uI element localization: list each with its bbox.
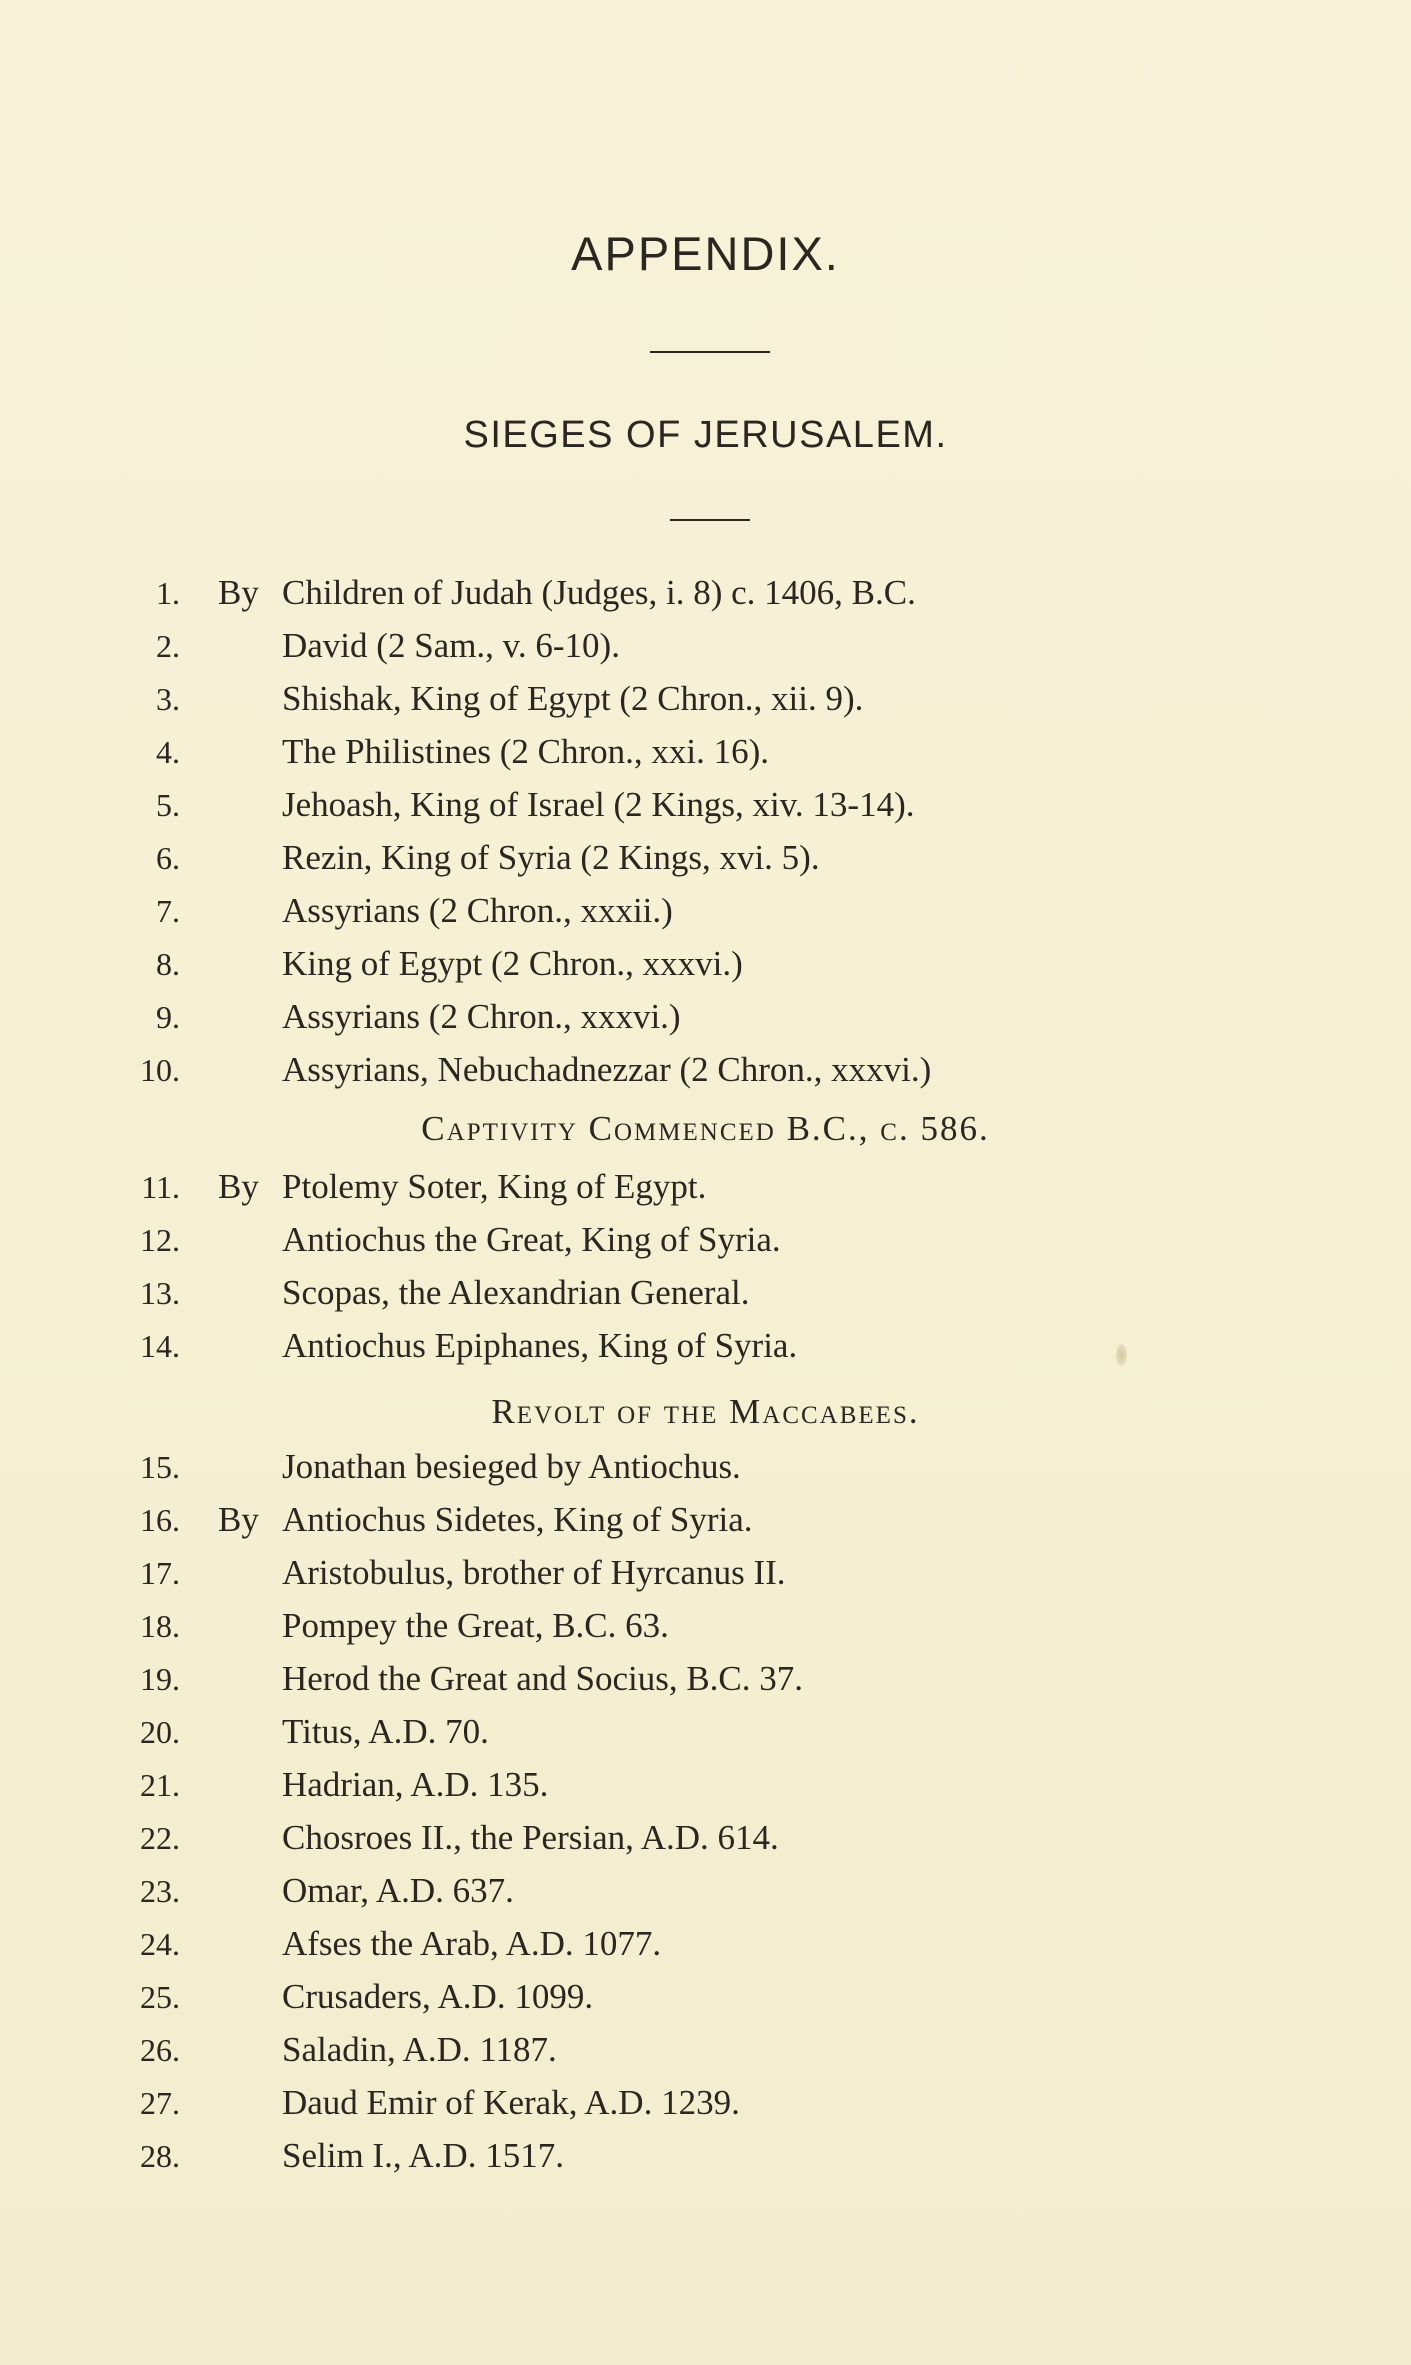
entry-number: 12. xyxy=(140,1222,180,1258)
entry-number: 16. xyxy=(140,1502,180,1538)
entry-number: 26. xyxy=(140,2032,180,2068)
entry-text: Titus, A.D. 70. xyxy=(282,1712,489,1751)
siege-entry xyxy=(0,1759,1411,1811)
entry-number: 1. xyxy=(156,575,180,611)
entry-text: Antiochus Sidetes, King of Syria. xyxy=(282,1500,753,1539)
entry-number: 19. xyxy=(140,1661,180,1697)
entry-number: 6. xyxy=(156,840,180,876)
entry-number: 14. xyxy=(140,1328,180,1364)
siege-entry xyxy=(0,1547,1411,1599)
entry-text: Antiochus the Great, King of Syria. xyxy=(282,1220,781,1259)
entry-number: 22. xyxy=(140,1820,180,1856)
entry-number: 27. xyxy=(140,2085,180,2121)
entry-number: 17. xyxy=(140,1555,180,1591)
entry-text: Daud Emir of Kerak, A.D. 1239. xyxy=(282,2083,740,2122)
siege-entry xyxy=(0,885,1411,937)
entry-text: Shishak, King of Egypt (2 Chron., xii. 9). xyxy=(282,679,864,718)
paper-blemish xyxy=(1116,1344,1127,1366)
entry-text: Children of Judah (Judges, i. 8) c. 1406, B.C. xyxy=(282,573,916,612)
section-title: SIEGES OF JERUSALEM. xyxy=(463,414,948,456)
entry-number: 18. xyxy=(140,1608,180,1644)
siege-entry xyxy=(0,1161,1411,1213)
siege-entry xyxy=(0,726,1411,778)
entry-number: 10. xyxy=(140,1052,180,1088)
siege-entry xyxy=(0,832,1411,884)
entry-number: 28. xyxy=(140,2138,180,2174)
title-divider xyxy=(650,351,770,353)
siege-entry xyxy=(0,620,1411,672)
entry-number: 2. xyxy=(156,628,180,664)
section-divider xyxy=(670,519,750,521)
siege-entry xyxy=(0,2130,1411,2182)
entry-text: Afses the Arab, A.D. 1077. xyxy=(282,1924,662,1963)
entry-number: 23. xyxy=(140,1873,180,1909)
siege-entry xyxy=(0,1812,1411,1864)
siege-entry xyxy=(0,779,1411,831)
entry-number: 8. xyxy=(156,946,180,982)
entry-number: 3. xyxy=(156,681,180,717)
entry-prefix: By xyxy=(218,1167,259,1206)
siege-entry xyxy=(0,1214,1411,1266)
entry-text: David (2 Sam., v. 6-10). xyxy=(282,626,620,665)
entry-number: 9. xyxy=(156,999,180,1035)
entry-number: 5. xyxy=(156,787,180,823)
entry-text: Hadrian, A.D. 135. xyxy=(282,1765,549,1804)
entry-number: 21. xyxy=(140,1767,180,1803)
entry-number: 20. xyxy=(140,1714,180,1750)
entry-number: 4. xyxy=(156,734,180,770)
entry-number: 15. xyxy=(140,1449,180,1485)
siege-entry xyxy=(0,1044,1411,1096)
entry-text: Selim I., A.D. 1517. xyxy=(282,2136,564,2175)
siege-entry xyxy=(0,1600,1411,1652)
siege-entry xyxy=(0,1267,1411,1319)
page-title: APPENDIX. xyxy=(571,227,840,280)
entry-prefix: By xyxy=(218,573,259,612)
entry-text: King of Egypt (2 Chron., xxxvi.) xyxy=(282,944,743,983)
entry-number: 7. xyxy=(156,893,180,929)
siege-entry xyxy=(0,1918,1411,1970)
siege-entry xyxy=(0,1320,1411,1372)
siege-entry xyxy=(0,1971,1411,2023)
entry-text: Assyrians, Nebuchadnezzar (2 Chron., xxxvi.) xyxy=(282,1050,932,1089)
entry-text: Crusaders, A.D. 1099. xyxy=(282,1977,594,2016)
entry-prefix: By xyxy=(218,1500,259,1539)
siege-entry xyxy=(0,1865,1411,1917)
entry-number: 11. xyxy=(141,1169,180,1205)
entry-text: Assyrians (2 Chron., xxxvi.) xyxy=(282,997,681,1036)
entry-number: 13. xyxy=(140,1275,180,1311)
entry-text: Herod the Great and Socius, B.C. 37. xyxy=(282,1659,804,1698)
entry-text: Assyrians (2 Chron., xxxii.) xyxy=(282,891,673,930)
entry-text: Ptolemy Soter, King of Egypt. xyxy=(282,1167,707,1206)
siege-entry xyxy=(0,2024,1411,2076)
revolt-heading: Revolt of the Maccabees. xyxy=(491,1392,920,1431)
siege-entry xyxy=(0,991,1411,1043)
siege-entry xyxy=(0,567,1411,619)
siege-entry xyxy=(0,673,1411,725)
siege-entry xyxy=(0,938,1411,990)
siege-entry xyxy=(0,1653,1411,1705)
entry-text: Scopas, the Alexandrian General. xyxy=(282,1273,750,1312)
entry-text: Rezin, King of Syria (2 Kings, xvi. 5). xyxy=(282,838,820,877)
entry-text: Jonathan besieged by Antiochus. xyxy=(282,1447,741,1486)
captivity-heading: Captivity Commenced B.C., c. 586. xyxy=(421,1109,990,1148)
entry-text: The Philistines (2 Chron., xxi. 16). xyxy=(282,732,770,771)
entry-text: Aristobulus, brother of Hyrcanus II. xyxy=(282,1553,786,1592)
siege-entry xyxy=(0,2077,1411,2129)
siege-entry xyxy=(0,1441,1411,1493)
entry-number: 25. xyxy=(140,1979,180,2015)
entry-text: Saladin, A.D. 1187. xyxy=(282,2030,557,2069)
entry-text: Antiochus Epiphanes, King of Syria. xyxy=(282,1326,798,1365)
entry-text: Omar, A.D. 637. xyxy=(282,1871,514,1910)
entry-text: Pompey the Great, B.C. 63. xyxy=(282,1606,669,1645)
siege-entry xyxy=(0,1706,1411,1758)
entry-text: Jehoash, King of Israel (2 Kings, xiv. 13-14). xyxy=(282,785,915,824)
entry-text: Chosroes II., the Persian, A.D. 614. xyxy=(282,1818,779,1857)
entry-number: 24. xyxy=(140,1926,180,1962)
siege-entry xyxy=(0,1494,1411,1546)
